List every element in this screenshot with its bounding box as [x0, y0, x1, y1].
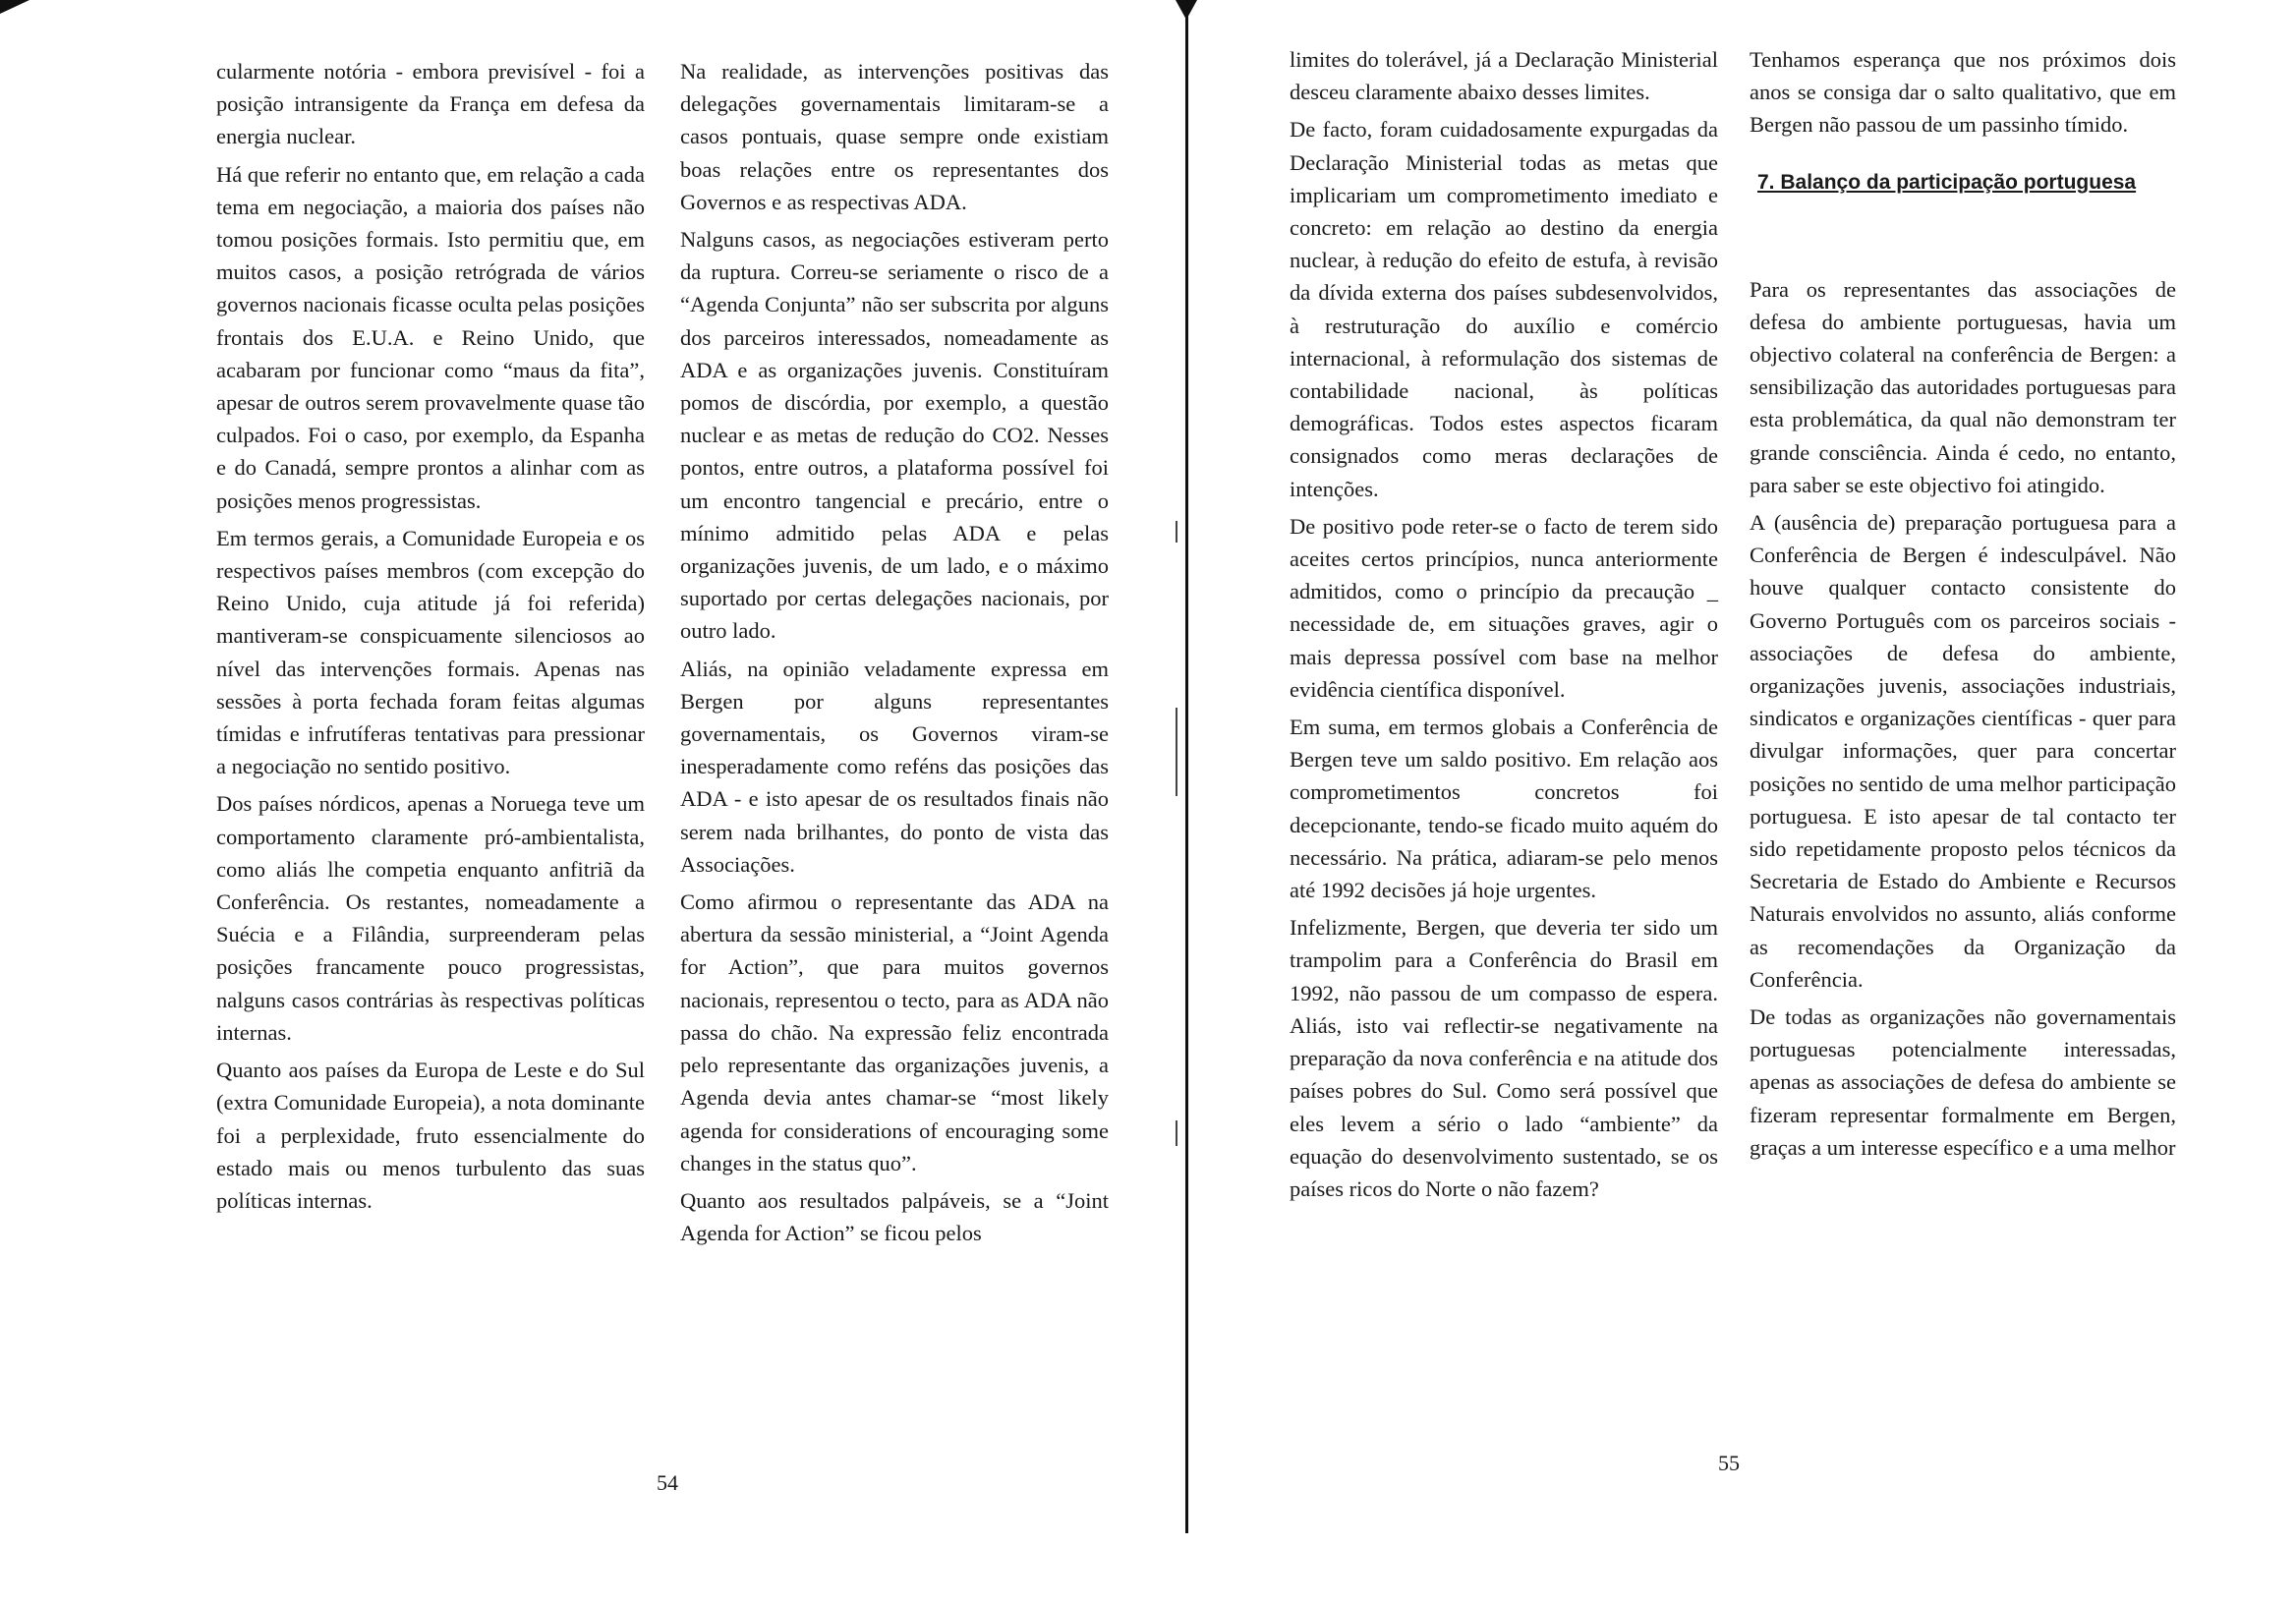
section-heading: 7. Balanço da participação portuguesa — [1757, 170, 2137, 194]
page-number-left: 54 — [657, 1470, 678, 1495]
left-page-column-1 — [216, 55, 645, 1222]
paragraph: De todas as organizações não governamentais portuguesas potencialmente interessadas, apenas as associações de defesa do ambiente se fizeram representar formalmente em Bergen, graças a um interesse específico e a uma melhor — [1750, 1004, 2176, 1160]
scan-speck — [1176, 708, 1177, 796]
paragraph: De positivo pode reter-se o facto de terem sido aceites certos princípios, nunca anteriormente admitidos, como o princípio da precaução _ necessidade de, em situações graves, agir o mais depressa possível com base na melhor evidência científica disponível. — [1290, 513, 1718, 702]
page-number-right: 55 — [1718, 1451, 1740, 1475]
left-page-column-2 — [680, 55, 1109, 1254]
book-spine-gutter — [1185, 0, 1188, 1533]
paragraph: Para os representantes das associações de defesa do ambiente portuguesas, havia um objectivo colateral na conferência de Bergen: a sensibilização das autoridades portuguesas para esta problemática, da qual não demonstram ter grande consciência. Ainda é cedo, no entanto, para saber se este objectivo foi atingido. — [1750, 276, 2176, 497]
right-page-column-2 — [1750, 43, 2176, 1169]
paragraph: Tenhamos esperança que nos próximos dois anos se consiga dar o salto qualitativo, que em Bergen não passou de um passinho tímido. — [1750, 47, 2176, 138]
scan-speck — [1176, 1120, 1177, 1146]
paragraph: Dos países nórdicos, apenas a Noruega teve um comportamento claramente pró-ambientalista, como aliás lhe competia enquanto anfitriã da Conferência. Os restantes, nomeadamente a Suécia e a Filândia, surpreenderam pelas posições francamente pouco progressistas, nalguns casos contrárias às respectivas políticas internas. — [216, 791, 645, 1045]
scan-corner-mark — [0, 0, 29, 14]
paragraph: De facto, foram cuidadosamente expurgadas da Declaração Ministerial todas as metas que implicariam um comprometimento imediato e concreto: em relação ao destino da energia nuclear, à redução do efeito de estufa, à revisão da dívida externa dos países subdesenvolvidos, à restruturação do auxílio e comércio internacional, à reformulação dos sistemas de contabilidade nacional, às políticas demográficas. Todos estes aspectos ficaram consignados como meras declarações de intenções. — [1290, 117, 1718, 501]
paragraph: limites do tolerável, já a Declaração Ministerial desceu claramente abaixo desses limites. — [1290, 47, 1718, 105]
paragraph: Há que referir no entanto que, em relação a cada tema em negociação, a maioria dos países não tomou posições formais. Isto permitiu que, em muitos casos, a posição retrógrada de vários governos nacionais ficasse oculta pelas posições frontais dos E.U.A. e Reino Unido, que acabaram por funcionar como “maus da fita”, apesar de outros serem provavelmente quase tão culpados. Foi o caso, por exemplo, da Espanha e do Canadá, sempre prontos a alinhar com as posições menos progressistas. — [216, 161, 646, 513]
paragraph: Como afirmou o representante das ADA na abertura da sessão ministerial, a “Joint Agenda for Action”, que para muitos governos nacionais, representou o tecto, para as ADA não passa do chão. Na expressão feliz encontrada pelo representante das organizações juvenis, a Agenda devia antes chamar-se “most likely agenda for considerations of encouraging some changes in the status quo”. — [680, 889, 1109, 1175]
paragraph: Nalguns casos, as negociações estiveram perto da ruptura. Correu-se seriamente o risco de a “Agenda Conjunta” não ser subscrita por alguns dos parceiros interessados, nomeadamente as ADA e as organizações juvenis. Constituíram pomos de discórdia, por exemplo, a questão nuclear e as metas de redução do CO2. Nesses pontos, entre outros, a plataforma possível foi um encontro tangencial e precário, entre o mínimo admitido pelas ADA e pelas organizações juvenis, de um lado, e o máximo suportado por certas delegações nacionais, por outro lado. — [680, 227, 1109, 644]
right-page-column-1 — [1290, 43, 1718, 1210]
paragraph: cularmente notória - embora previsível - foi a posição intransigente da França em defesa da energia nuclear. — [216, 59, 645, 149]
paragraph: Em termos gerais, a Comunidade Europeia e os respectivos países membros (com excepção do Reino Unido, cuja atitude já foi referida) mantiveram-se conspicuamente silenciosos ao nível das intervenções formais. Apenas nas sessões à porta fechada foram feitas algumas tímidas e infrutíferas tentativas para pressionar a negociação no sentido positivo. — [216, 525, 645, 779]
paragraph: Aliás, na opinião veladamente expressa em Bergen por alguns representantes governamentais, os Governos viram-se inesperadamente como reféns das posições das ADA - e isto apesar de os resultados finais não serem nada brilhantes, do ponto de vista das Associações. — [680, 656, 1109, 877]
paragraph: Quanto aos resultados palpáveis, se a “Joint Agenda for Action” se ficou pelos — [680, 1187, 1109, 1246]
paragraph: Quanto aos países da Europa de Leste e do Sul (extra Comunidade Europeia), a nota dominante foi a perplexidade, fruto essencialmente do estado mais ou menos turbulento das suas políticas internas. — [216, 1058, 645, 1213]
paragraph: A (ausência de) preparação portuguesa para a Conferência de Bergen é indesculpável. Não houve qualquer contacto consistente do Governo Português com os parceiros sociais - associações de defesa do ambiente, organizações juvenis, associações industriais, sindicatos e organizações científicas - quer para divulgar informações, quer para concertar posições no sentido de uma melhor participação portuguesa. E isto apesar de tal contacto ter sido repetidamente proposto pelos técnicos da Secretaria de Estado do Ambiente e Recursos Naturais envolvidos no assunto, aliás conforme as recomendações da Organização da Conferência. — [1750, 510, 2176, 992]
scan-speck — [1176, 521, 1177, 543]
paragraph: Em suma, em termos globais a Conferência de Bergen teve um saldo positivo. Em relação aos comprometimentos concretos foi decepcionante, tendo-se ficado muito aquém do necessário. Na prática, adiaram-se pelo menos até 1992 decisões já hoje urgentes. — [1290, 715, 1718, 903]
paragraph: Infelizmente, Bergen, que deveria ter sido um trampolim para a Conferência do Brasil em 1992, não passou de um compasso de espera. Aliás, isto vai reflectir-se negativamente na preparação da nova conferência e na atitude dos países pobres do Sul. Como será possível que eles levem a sério o lado “ambiente” da equação do desenvolvimento sustentado, se os países ricos do Norte o não fazem? — [1290, 915, 1718, 1201]
paragraph: Na realidade, as intervenções positivas das delegações governamentais limitaram-se a casos pontuais, quase sempre onde existiam boas relações entre os representantes dos Governos e as respectivas ADA. — [680, 59, 1109, 214]
